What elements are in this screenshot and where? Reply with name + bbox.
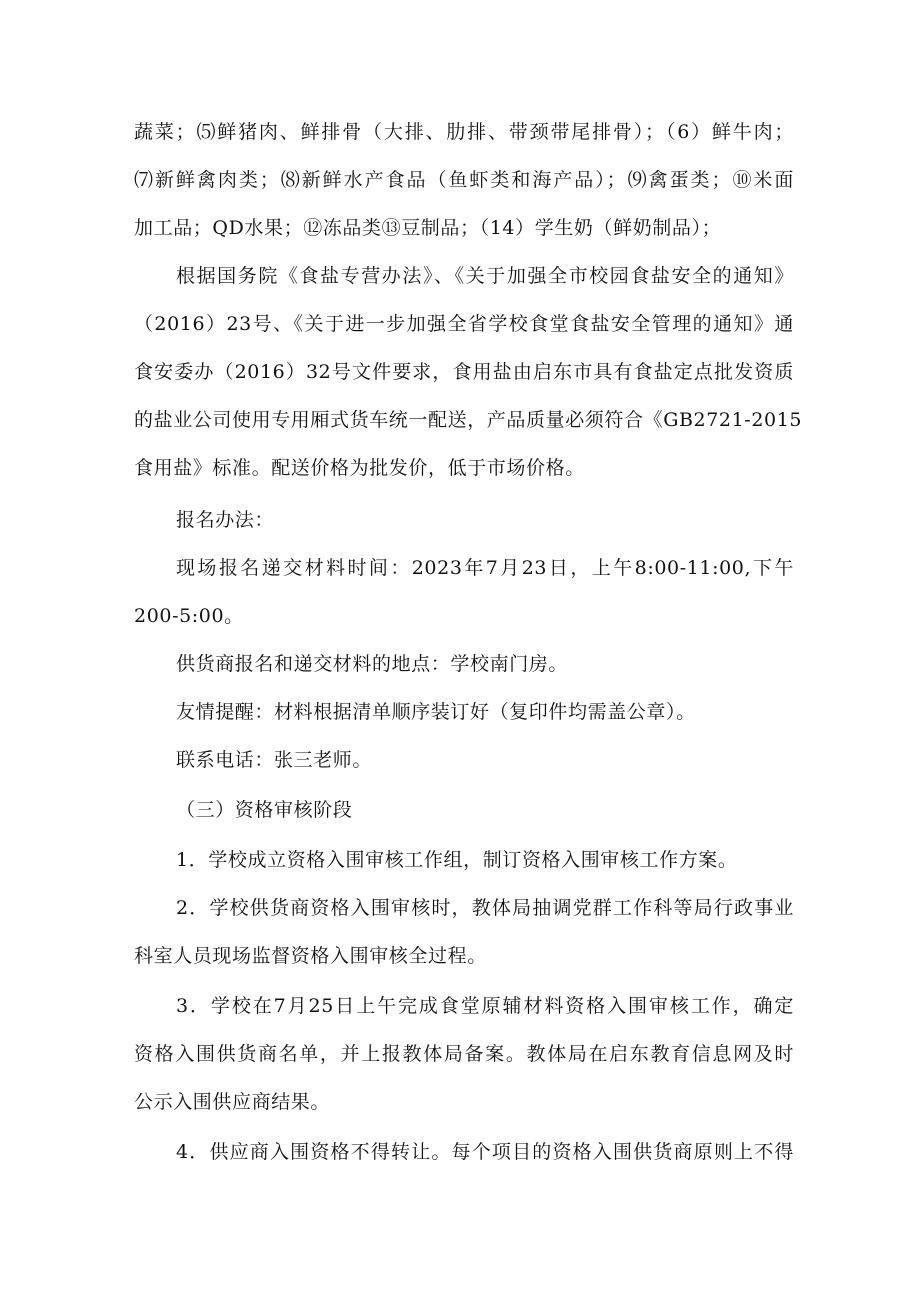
- text-line-8: 食用盐》标准。配送价格为批发价，低于市场价格。: [134, 457, 585, 479]
- text-line-14: 联系电话：张三老师。: [176, 749, 373, 771]
- text-line-4: 根据国务院《食盐专营办法》、《关于加强全市校园食盐安全的通知》: [176, 265, 794, 287]
- text-line-13: 友情提醒：材料根据清单顺序装订好（复印件均需盖公章）。: [176, 701, 696, 723]
- section-heading: （三）资格审核阶段: [176, 799, 353, 821]
- text-line-2: ⑺新鲜禽肉类；⑻新鲜水产食品（鱼虾类和海产品）；⑼禽蛋类；⑩米面: [134, 169, 794, 191]
- text-line-22: 4．供应商入围资格不得转让。每个项目的资格入围供货商原则上不得: [176, 1141, 794, 1163]
- text-line-20: 资格入围供货商名单，并上报教体局备案。教体局在启东教育信息网及时: [134, 1043, 794, 1065]
- text-line-11: 200-5:00。: [134, 605, 244, 627]
- text-line-6: 食安委办（2016）32号文件要求，食用盐由启东市具有食盐定点批发资质: [134, 361, 794, 383]
- text-line-10: 现场报名递交材料时间：2023年7月23日，上午8:00-11:00,下午: [176, 557, 794, 579]
- text-line-16: 1．学校成立资格入围审核工作组，制订资格入围审核工作方案。: [176, 849, 738, 871]
- text-line-1: 蔬菜；⑸鲜猪肉、鲜排骨（大排、肋排、带颈带尾排骨）；（6）鲜牛肉；: [134, 121, 794, 143]
- text-line-7: 的盐业公司使用专用厢式货车统一配送，产品质量必须符合《GB2721-2015: [134, 409, 803, 431]
- text-line-17: 2．学校供货商资格入围审核时，教体局抽调党群工作科等局行政事业: [176, 897, 794, 919]
- registration-heading: 报名办法：: [176, 509, 275, 531]
- text-line-12: 供货商报名和递交材料的地点：学校南门房。: [176, 653, 569, 675]
- text-line-19: 3．学校在7月25日上午完成食堂原辅材料资格入围审核工作，确定: [176, 995, 794, 1017]
- text-line-21: 公示入围供应商结果。: [134, 1091, 331, 1113]
- text-line-3: 加工品；QD水果；⑫冻品类⑬豆制品；（14）学生奶（鲜奶制品）；: [134, 217, 722, 239]
- text-line-5: （2016）23号、《关于进一步加强全省学校食堂食盐安全管理的通知》通: [134, 313, 794, 335]
- text-line-18: 科室人员现场监督资格入围审核全过程。: [134, 945, 487, 967]
